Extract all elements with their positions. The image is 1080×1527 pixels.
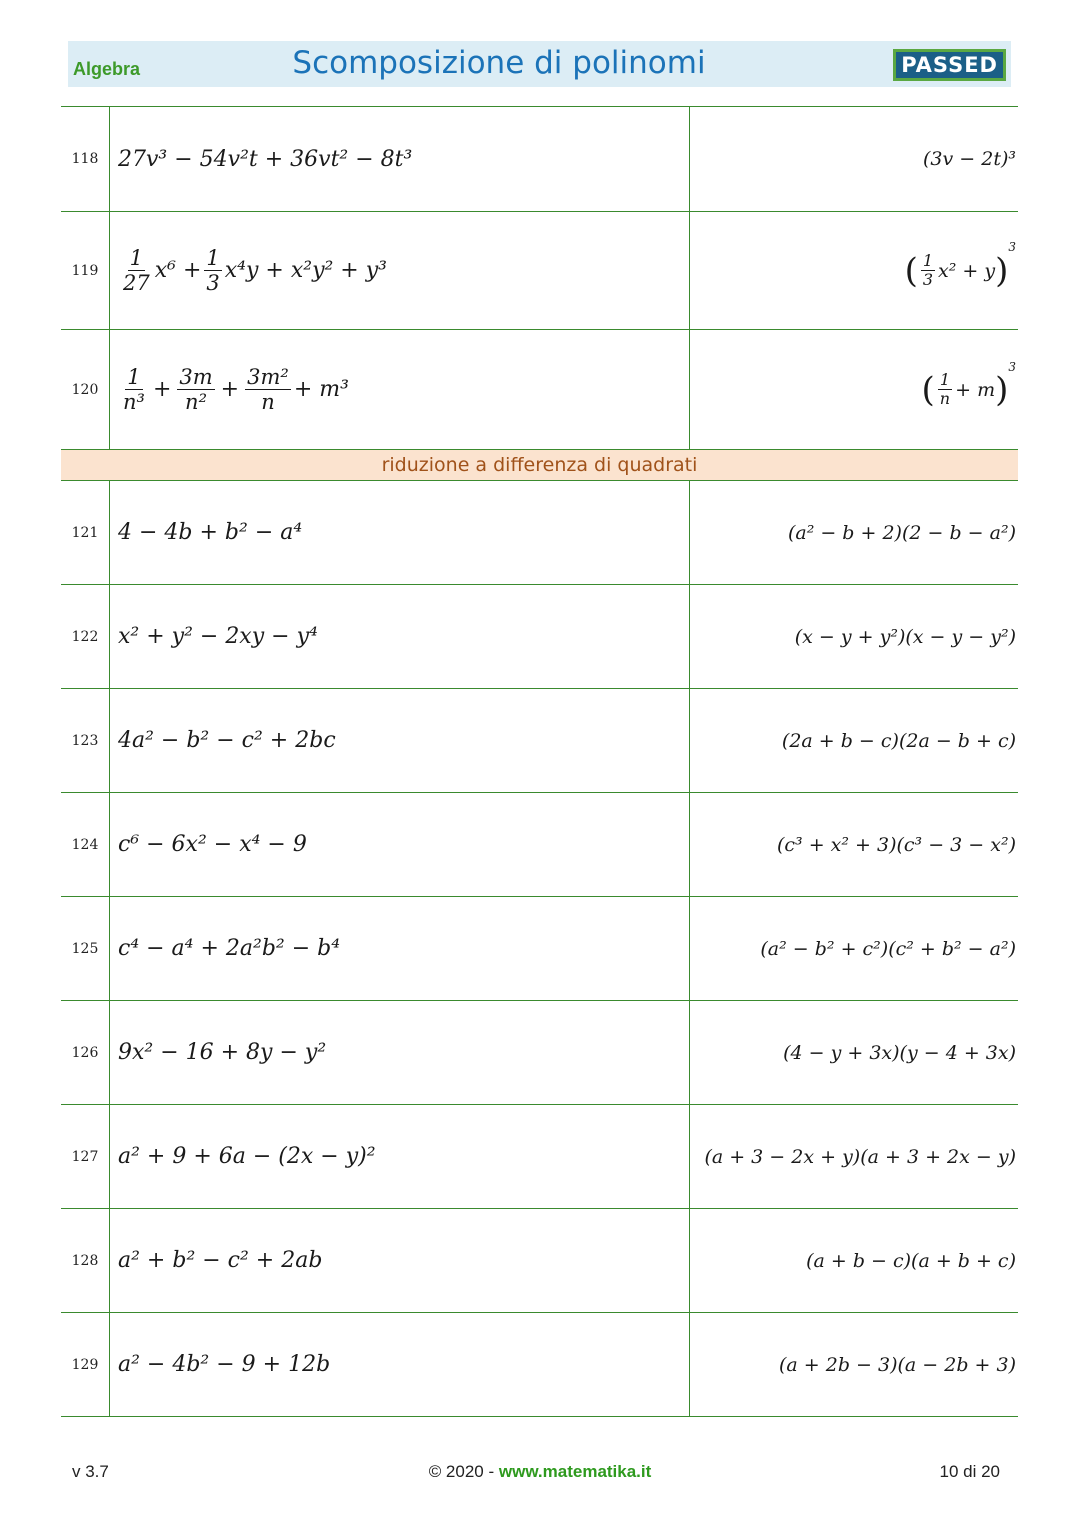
factorization: (a + 2b − 3)(a − 2b + 3) (779, 1353, 1016, 1376)
polynomial: 4 − 4b + b² − a⁴ (118, 520, 303, 545)
polynomial: 4a² − b² − c² + 2bc (118, 728, 336, 753)
exercise-number: 122 (61, 585, 110, 688)
factorization: (a² − b + 2)(2 − b − a²) (787, 521, 1016, 544)
exercise-number: 124 (61, 793, 110, 896)
polynomial: a² − 4b² − 9 + 12b (118, 1352, 331, 1377)
table-row (61, 897, 1018, 1001)
polynomial: c⁴ − a⁴ + 2a²b² − b⁴ (118, 936, 341, 961)
factorization: (3v − 2t)³ (923, 148, 1016, 170)
exercise-number: 119 (61, 212, 110, 329)
version-label: v 3.7 (72, 1462, 109, 1481)
factorization: (c³ + x² + 3)(c³ − 3 − x²) (776, 833, 1016, 856)
polynomial: x² + y² − 2xy − y⁴ (118, 624, 318, 649)
table-row (61, 330, 1018, 450)
exercise-number: 120 (61, 330, 110, 449)
factorization: ( $\frac{1}{n}$ + m ) $^3$ (921, 360, 1016, 410)
polynomial: 9x² − 16 + 8y − y² (118, 1040, 327, 1065)
factorization: (a² − b² + c²)(c² + b² − a²) (760, 937, 1016, 960)
factorization: (x − y + y²)(x − y − y²) (794, 625, 1016, 648)
table-row (61, 481, 1018, 585)
page-header (68, 41, 1011, 87)
table-row (61, 1105, 1018, 1209)
exercise-number: 127 (61, 1105, 110, 1208)
table-row (61, 793, 1018, 897)
page-title: Scomposizione di polinomi (292, 45, 706, 81)
site-link[interactable]: www.matematika.it (498, 1462, 652, 1481)
factorization: (2a + b − c)(2a − b + c) (781, 729, 1016, 752)
exercise-number: 128 (61, 1209, 110, 1312)
page-number: 10 di 20 (939, 1462, 1000, 1481)
passed-badge: PASSED (893, 49, 1006, 81)
exercise-number: 123 (61, 689, 110, 792)
table-row (61, 1209, 1018, 1313)
factorization: (4 − y + 3x)(y − 4 + 3x) (783, 1041, 1016, 1064)
factorization: (a + 3 − 2x + y)(a + 3 + 2x − y) (704, 1145, 1016, 1168)
polynomial: $\frac{1}{27}$ x⁶ + $\frac{1}{3}$ x⁴y + x²y² + y³ (123, 246, 387, 295)
section-header: riduzione a differenza di quadrati (61, 450, 1018, 481)
copyright-line (0, 1462, 1080, 1482)
table-row (61, 1001, 1018, 1105)
copyright-text: © 2020 - (428, 1462, 495, 1481)
polynomial: c⁶ − 6x² − x⁴ − 9 (118, 832, 307, 857)
factorization: (a + b − c)(a + b + c) (806, 1249, 1016, 1272)
factorization: ( $\frac{1}{3}$ x² + y ) $^3$ (904, 240, 1016, 291)
polynomial: a² + 9 + 6a − (2x − y)² (118, 1144, 376, 1169)
exercise-number: 125 (61, 897, 110, 1000)
polynomial: 27v³ − 54v²t + 36vt² − 8t³ (118, 146, 413, 172)
table-row (61, 106, 1018, 212)
subject-label: Algebra (73, 59, 141, 79)
table-row (61, 212, 1018, 330)
exercise-table (61, 106, 1018, 1417)
polynomial: a² + b² − c² + 2ab (118, 1248, 323, 1273)
polynomial: $\frac{1}{\text{n³}}$ + $\frac{3m}{\text{n²}}$ + $\frac{\text{3m²}}{n}$ + m³ (123, 365, 349, 414)
table-row (61, 1313, 1018, 1417)
table-row (61, 585, 1018, 689)
table-row (61, 689, 1018, 793)
exercise-number: 118 (61, 107, 110, 211)
exercise-number: 129 (61, 1313, 110, 1416)
exercise-number: 126 (61, 1001, 110, 1104)
exercise-number: 121 (61, 481, 110, 584)
